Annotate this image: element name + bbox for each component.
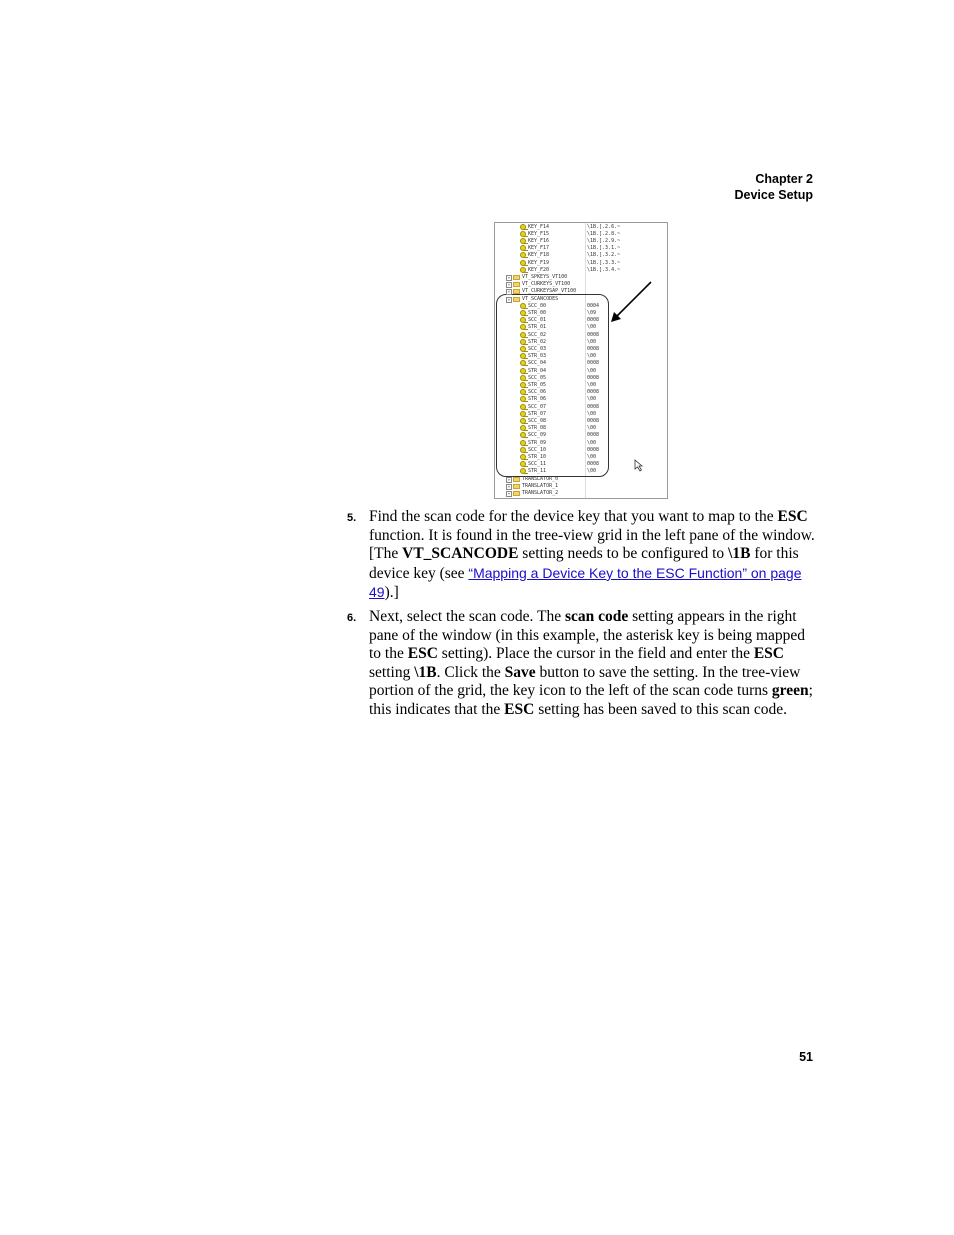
tree-label: KEY_F16 bbox=[528, 237, 550, 244]
key-icon bbox=[520, 389, 526, 395]
tree-value: 0008 bbox=[587, 317, 600, 324]
tree-folder-row[interactable] bbox=[495, 483, 665, 490]
expand-icon[interactable]: + bbox=[507, 274, 511, 280]
tree-label: KEY_F18 bbox=[528, 252, 550, 259]
tree-label: SCC_10 bbox=[528, 446, 547, 453]
tree-value: 0008 bbox=[587, 417, 600, 424]
tree-label: VT_CURKEYSAP_VT100 bbox=[522, 288, 577, 295]
tree-folder-row[interactable] bbox=[495, 490, 665, 497]
tree-label: STR_11 bbox=[528, 468, 547, 475]
expand-icon[interactable]: + bbox=[507, 282, 511, 288]
tree-label: SCC_07 bbox=[528, 403, 547, 410]
tree-value: \00 bbox=[587, 381, 597, 388]
tree-label: SCC_00 bbox=[528, 302, 547, 309]
tree-value: 0008 bbox=[587, 461, 600, 468]
tree-value: \1B.[.3.3.~ bbox=[587, 259, 621, 266]
tree-value: \1B.[.2.6.~ bbox=[587, 223, 621, 230]
key-icon bbox=[520, 454, 526, 460]
tree-key-row[interactable] bbox=[495, 224, 665, 231]
tree-key-row[interactable] bbox=[495, 375, 665, 382]
tree-value: \00 bbox=[587, 439, 597, 446]
tree-key-row[interactable] bbox=[495, 346, 665, 353]
tree-value: \1B.[.2.9.~ bbox=[587, 237, 621, 244]
folder-icon bbox=[513, 491, 520, 496]
tree-label: TRANSLATOR_0 bbox=[522, 475, 559, 482]
tree-label: SCC_04 bbox=[528, 360, 547, 367]
expand-icon[interactable]: + bbox=[507, 296, 511, 302]
tree-value: \00 bbox=[587, 324, 597, 331]
folder-icon bbox=[513, 484, 520, 489]
page-number: 51 bbox=[799, 1050, 813, 1064]
step-number: 5. bbox=[347, 512, 357, 524]
tree-value: 0008 bbox=[587, 331, 600, 338]
tree-value: 0004 bbox=[587, 302, 600, 309]
key-icon bbox=[520, 346, 526, 352]
tree-key-row[interactable] bbox=[495, 353, 665, 360]
mapping-esc-link[interactable]: “Mapping a Device Key to the ESC Function” on page 49 bbox=[369, 564, 802, 601]
folder-icon bbox=[513, 282, 520, 287]
tree-label: SCC_05 bbox=[528, 374, 547, 381]
tree-label: KEY_F14 bbox=[528, 223, 550, 230]
key-icon bbox=[520, 396, 526, 402]
key-icon bbox=[520, 425, 526, 431]
tree-label: VT_SPKEYS_VT100 bbox=[522, 273, 568, 280]
tree-value: \1B.[.2.8.~ bbox=[587, 230, 621, 237]
tree-key-row[interactable] bbox=[495, 231, 665, 238]
tree-value: 0008 bbox=[587, 345, 600, 352]
tree-key-row[interactable] bbox=[495, 425, 665, 432]
tree-label: SCC_06 bbox=[528, 389, 547, 396]
key-icon bbox=[520, 303, 526, 309]
key-icon bbox=[520, 231, 526, 237]
tree-label: SCC_09 bbox=[528, 432, 547, 439]
tree-key-row[interactable] bbox=[495, 245, 665, 252]
tree-label: STR_02 bbox=[528, 338, 547, 345]
tree-value: \00 bbox=[587, 338, 597, 345]
tree-label: TRANSLATOR_2 bbox=[522, 489, 559, 496]
tree-label: SCC_11 bbox=[528, 461, 547, 468]
key-icon bbox=[520, 368, 526, 374]
step-5: 5. Find the scan code for the device key that you want to map to the ESC function. It is found in the tree-view grid in the left pane of the window. [The VT_SCANCODE setting needs to be configured to \1B for this device key (see “Mapping a Device Key to the ESC Function” on page 49).] bbox=[347, 508, 815, 602]
tree-label: STR_05 bbox=[528, 381, 547, 388]
key-icon bbox=[520, 382, 526, 388]
tree-label: KEY_F17 bbox=[528, 245, 550, 252]
tree-key-row[interactable] bbox=[495, 252, 665, 259]
running-header bbox=[734, 171, 813, 203]
tree-key-row[interactable] bbox=[495, 260, 665, 267]
tree-label: VT_CURKEYS_VT100 bbox=[522, 281, 571, 288]
tree-value: \00 bbox=[587, 468, 597, 475]
tree-value: \00 bbox=[587, 410, 597, 417]
tree-value: 0008 bbox=[587, 446, 600, 453]
key-icon bbox=[520, 339, 526, 345]
tree-key-row[interactable] bbox=[495, 432, 665, 439]
key-icon bbox=[520, 461, 526, 467]
tree-label: KEY_F15 bbox=[528, 230, 550, 237]
tree-label: VT_SCANCODES bbox=[522, 295, 559, 302]
step-number: 6. bbox=[347, 611, 357, 624]
key-icon bbox=[520, 375, 526, 381]
key-icon bbox=[520, 267, 526, 273]
tree-label: STR_06 bbox=[528, 396, 547, 403]
key-icon bbox=[520, 310, 526, 316]
tree-value: \1B.[.3.1.~ bbox=[587, 245, 621, 252]
key-icon bbox=[520, 353, 526, 359]
tree-key-row[interactable] bbox=[495, 360, 665, 367]
tree-label: KEY_F20 bbox=[528, 266, 550, 273]
tree-key-row[interactable] bbox=[495, 389, 665, 396]
tree-key-row[interactable] bbox=[495, 267, 665, 274]
tree-label: TRANSLATOR_1 bbox=[522, 482, 559, 489]
tree-value: \00 bbox=[587, 367, 597, 374]
expand-icon[interactable]: + bbox=[507, 289, 511, 295]
tree-value: 0008 bbox=[587, 403, 600, 410]
instruction-steps bbox=[346, 508, 816, 725]
tree-value: 0008 bbox=[587, 432, 600, 439]
tree-view-screenshot bbox=[494, 222, 668, 499]
tree-value: \00 bbox=[587, 353, 597, 360]
tree-label: SCC_01 bbox=[528, 317, 547, 324]
step-6: 6. Next, select the scan code. The scan code setting appears in the right pane of the window (in this example, the asterisk key is being mapped to the ESC setting). Place the cursor in the field and enter the ESC setting \1B. Click the Save button to save the setting. In the tree-view portion of the grid, the key icon to the left of the scan code turns green; this indicates that the ESC setting has been saved to this scan code. bbox=[347, 607, 813, 718]
section-label: Device Setup bbox=[734, 188, 813, 202]
folder-icon bbox=[513, 275, 520, 280]
tree-key-row[interactable] bbox=[495, 324, 665, 331]
key-icon bbox=[520, 317, 526, 323]
tree-label: STR_04 bbox=[528, 367, 547, 374]
key-icon bbox=[520, 252, 526, 258]
key-icon bbox=[520, 440, 526, 446]
tree-value: \00 bbox=[587, 425, 597, 432]
tree-key-row[interactable] bbox=[495, 332, 665, 339]
tree-key-row[interactable] bbox=[495, 368, 665, 375]
pointer-arrow-icon bbox=[608, 280, 654, 324]
tree-label: SCC_08 bbox=[528, 417, 547, 424]
tree-key-row[interactable] bbox=[495, 396, 665, 403]
key-icon bbox=[520, 468, 526, 474]
folder-icon bbox=[513, 297, 520, 302]
tree-label: KEY_F19 bbox=[528, 259, 550, 266]
folder-icon bbox=[513, 289, 520, 294]
tree-value: 0008 bbox=[587, 374, 600, 381]
key-icon bbox=[520, 332, 526, 338]
mouse-cursor-icon bbox=[634, 459, 644, 472]
folder-icon bbox=[513, 477, 520, 482]
tree-label: STR_03 bbox=[528, 353, 547, 360]
tree-label: STR_09 bbox=[528, 439, 547, 446]
expand-icon[interactable]: + bbox=[507, 490, 511, 496]
tree-label: STR_01 bbox=[528, 324, 547, 331]
expand-icon[interactable]: + bbox=[507, 483, 511, 489]
tree-value: 0008 bbox=[587, 360, 600, 367]
key-icon bbox=[520, 418, 526, 424]
tree-value: \09 bbox=[587, 309, 597, 316]
key-icon bbox=[520, 260, 526, 266]
tree-label: STR_08 bbox=[528, 425, 547, 432]
key-icon bbox=[520, 224, 526, 230]
key-icon bbox=[520, 432, 526, 438]
tree-key-row[interactable] bbox=[495, 411, 665, 418]
key-icon bbox=[520, 447, 526, 453]
tree-label: STR_07 bbox=[528, 410, 547, 417]
key-icon bbox=[520, 411, 526, 417]
chapter-label: Chapter 2 bbox=[755, 172, 813, 186]
tree-value: \1B.[.3.2.~ bbox=[587, 252, 621, 259]
tree-value: \1B.[.3.4.~ bbox=[587, 266, 621, 273]
tree-value: \00 bbox=[587, 453, 597, 460]
tree-key-row[interactable] bbox=[495, 339, 665, 346]
tree-label: STR_10 bbox=[528, 453, 547, 460]
tree-key-row[interactable] bbox=[495, 404, 665, 411]
tree-key-row[interactable] bbox=[495, 238, 665, 245]
tree-key-row[interactable] bbox=[495, 447, 665, 454]
tree-value: \00 bbox=[587, 396, 597, 403]
tree-key-row[interactable] bbox=[495, 440, 665, 447]
tree-folder-row[interactable] bbox=[495, 476, 665, 483]
key-icon bbox=[520, 360, 526, 366]
tree-value: 0008 bbox=[587, 389, 600, 396]
tree-label: STR_00 bbox=[528, 309, 547, 316]
key-icon bbox=[520, 324, 526, 330]
tree-label: SCC_03 bbox=[528, 345, 547, 352]
key-icon bbox=[520, 238, 526, 244]
tree-label: SCC_02 bbox=[528, 331, 547, 338]
expand-icon[interactable]: + bbox=[507, 476, 511, 482]
tree-key-row[interactable] bbox=[495, 382, 665, 389]
tree-key-row[interactable] bbox=[495, 418, 665, 425]
key-icon bbox=[520, 404, 526, 410]
key-icon bbox=[520, 245, 526, 251]
